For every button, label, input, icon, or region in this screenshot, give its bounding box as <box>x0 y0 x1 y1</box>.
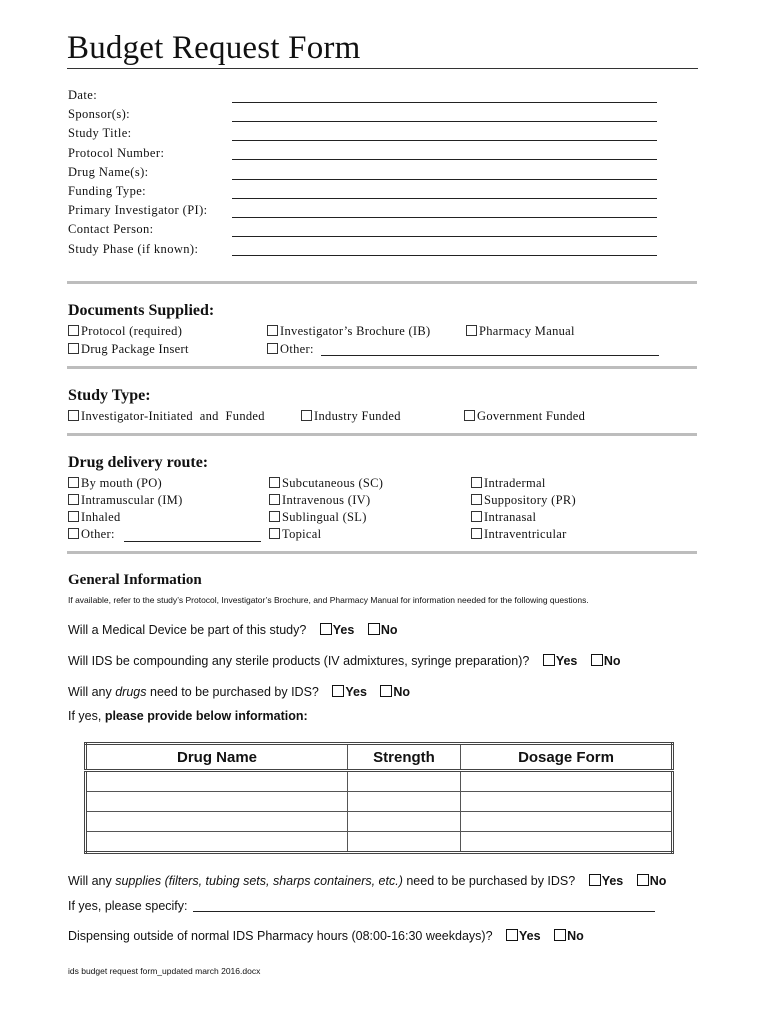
strength-cell[interactable] <box>348 812 461 832</box>
drug-name-cell[interactable] <box>86 771 348 792</box>
study-title-field[interactable] <box>232 140 657 141</box>
question-supplies-purchased: Will any supplies (filters, tubing sets, sharps containers, etc.) need to be purchased by IDS? Yes No <box>68 874 667 888</box>
study-type-heading: Study Type: <box>68 387 151 404</box>
date-field[interactable] <box>232 102 657 103</box>
checkbox-icon <box>269 477 280 488</box>
supplies-specify-field[interactable] <box>193 911 655 912</box>
page-title: Budget Request Form <box>67 30 361 66</box>
funding-type-label: Funding Type: <box>68 184 147 198</box>
checkbox-sublingual[interactable]: Sublingual (SL) <box>269 510 367 525</box>
dosage-form-cell[interactable] <box>461 812 673 832</box>
checkbox-icon <box>471 494 482 505</box>
title-rule <box>67 68 698 69</box>
contact-person-field[interactable] <box>232 236 657 237</box>
section-divider <box>67 281 697 284</box>
dispensing-yes-checkbox[interactable]: Yes <box>506 929 541 943</box>
checkbox-topical[interactable]: Topical <box>269 527 321 542</box>
dispensing-no-checkbox[interactable]: No <box>554 929 584 943</box>
table-row <box>86 792 673 812</box>
checkbox-suppository[interactable]: Suppository (PR) <box>471 493 576 508</box>
protocol-number-field[interactable] <box>232 159 657 160</box>
documents-heading: Documents Supplied: <box>68 302 215 319</box>
table-row <box>86 771 673 792</box>
checkbox-intranasal[interactable]: Intranasal <box>471 510 536 525</box>
checkbox-icon <box>543 654 555 666</box>
study-phase-label: Study Phase (if known): <box>68 242 199 256</box>
checkbox-icon <box>506 929 518 941</box>
checkbox-intraventricular[interactable]: Intraventricular <box>471 527 567 542</box>
drug-names-label: Drug Name(s): <box>68 165 149 179</box>
dosage-form-cell[interactable] <box>461 792 673 812</box>
checkbox-icon <box>471 511 482 522</box>
checkbox-by-mouth[interactable]: By mouth (PO) <box>68 476 162 491</box>
checkbox-documents-other[interactable]: Other: <box>267 342 314 357</box>
drug-name-header: Drug Name <box>86 744 348 771</box>
funding-type-field[interactable] <box>232 198 657 199</box>
footer-filename: ids budget request form_updated march 2016.docx <box>68 966 261 976</box>
checkbox-icon <box>554 929 566 941</box>
delivery-other-field[interactable] <box>124 541 261 542</box>
medical-device-no-checkbox[interactable]: No <box>368 623 398 637</box>
drug-names-field[interactable] <box>232 179 657 180</box>
table-row <box>86 812 673 832</box>
protocol-number-label: Protocol Number: <box>68 146 165 160</box>
checkbox-intravenous[interactable]: Intravenous (IV) <box>269 493 370 508</box>
dosage-form-cell[interactable] <box>461 832 673 853</box>
drug-name-cell[interactable] <box>86 792 348 812</box>
checkbox-icon <box>68 325 79 336</box>
sponsor-label: Sponsor(s): <box>68 107 131 121</box>
checkbox-intradermal[interactable]: Intradermal <box>471 476 546 491</box>
checkbox-icon <box>301 410 312 421</box>
date-label: Date: <box>68 88 98 102</box>
checkbox-icon <box>471 477 482 488</box>
checkbox-icon <box>68 477 79 488</box>
drug-name-cell[interactable] <box>86 832 348 853</box>
checkbox-icon <box>637 874 649 886</box>
dosage-form-header: Dosage Form <box>461 744 673 771</box>
checkbox-subcutaneous[interactable]: Subcutaneous (SC) <box>269 476 383 491</box>
sponsor-field[interactable] <box>232 121 657 122</box>
section-divider <box>67 551 697 554</box>
checkbox-icon <box>591 654 603 666</box>
checkbox-delivery-other[interactable]: Other: <box>68 527 115 542</box>
supplies-specify: If yes, please specify: <box>68 899 655 913</box>
strength-cell[interactable] <box>348 832 461 853</box>
primary-investigator-field[interactable] <box>232 217 657 218</box>
checkbox-icon <box>68 494 79 505</box>
documents-other-field[interactable] <box>321 355 659 356</box>
checkbox-icon <box>589 874 601 886</box>
checkbox-drug-package-insert[interactable]: Drug Package Insert <box>68 342 189 357</box>
checkbox-industry-funded[interactable]: Industry Funded <box>301 409 401 424</box>
checkbox-icon <box>380 685 392 697</box>
drugs-purchased-no-checkbox[interactable]: No <box>380 685 410 699</box>
primary-investigator-label: Primary Investigator (PI): <box>68 203 208 217</box>
general-info-note: If available, refer to the study’s Protocol, Investigator’s Brochure, and Pharmacy Manual for information needed for the following questions. <box>68 595 589 605</box>
checkbox-icon <box>68 343 79 354</box>
supplies-yes-checkbox[interactable]: Yes <box>589 874 624 888</box>
checkbox-icon <box>269 528 280 539</box>
strength-cell[interactable] <box>348 792 461 812</box>
study-phase-field[interactable] <box>232 255 657 256</box>
general-info-heading: General Information <box>68 572 202 588</box>
checkbox-investigators-brochure[interactable]: Investigator’s Brochure (IB) <box>267 324 431 339</box>
checkbox-government-funded[interactable]: Government Funded <box>464 409 585 424</box>
medical-device-yes-checkbox[interactable]: Yes <box>320 623 355 637</box>
table-row <box>86 832 673 853</box>
checkbox-icon <box>320 623 332 635</box>
section-divider <box>67 366 697 369</box>
question-dispensing-hours: Dispensing outside of normal IDS Pharmacy hours (08:00-16:30 weekdays)? Yes No <box>68 929 584 943</box>
checkbox-inhaled[interactable]: Inhaled <box>68 510 121 525</box>
dosage-form-cell[interactable] <box>461 771 673 792</box>
strength-cell[interactable] <box>348 771 461 792</box>
drug-name-cell[interactable] <box>86 812 348 832</box>
question-medical-device: Will a Medical Device be part of this study? Yes No <box>68 623 398 637</box>
checkbox-protocol[interactable]: Protocol (required) <box>68 324 182 339</box>
checkbox-icon <box>466 325 477 336</box>
checkbox-icon <box>68 410 79 421</box>
contact-person-label: Contact Person: <box>68 222 154 236</box>
checkbox-investigator-initiated[interactable]: Investigator-Initiated and Funded <box>68 409 265 424</box>
compounding-no-checkbox[interactable]: No <box>591 654 621 668</box>
checkbox-icon <box>332 685 344 697</box>
delivery-route-heading: Drug delivery route: <box>68 454 209 471</box>
checkbox-pharmacy-manual[interactable]: Pharmacy Manual <box>466 324 575 339</box>
checkbox-icon <box>269 511 280 522</box>
study-title-label: Study Title: <box>68 126 132 140</box>
checkbox-icon <box>269 494 280 505</box>
checkbox-icon <box>68 528 79 539</box>
checkbox-icon <box>267 325 278 336</box>
checkbox-icon <box>368 623 380 635</box>
strength-header: Strength <box>348 744 461 771</box>
if-yes-instruction: If yes, please provide below information: <box>68 709 308 723</box>
supplies-no-checkbox[interactable]: No <box>637 874 667 888</box>
checkbox-icon <box>68 511 79 522</box>
checkbox-icon <box>267 343 278 354</box>
question-compounding: Will IDS be compounding any sterile products (IV admixtures, syringe preparation)? Yes No <box>68 654 621 668</box>
compounding-yes-checkbox[interactable]: Yes <box>543 654 578 668</box>
drug-table <box>84 742 674 854</box>
drugs-purchased-yes-checkbox[interactable]: Yes <box>332 685 367 699</box>
checkbox-intramuscular[interactable]: Intramuscular (IM) <box>68 493 183 508</box>
checkbox-icon <box>471 528 482 539</box>
question-drugs-purchased: Will any drugs need to be purchased by IDS? Yes No <box>68 685 411 699</box>
checkbox-icon <box>464 410 475 421</box>
section-divider <box>67 433 697 436</box>
